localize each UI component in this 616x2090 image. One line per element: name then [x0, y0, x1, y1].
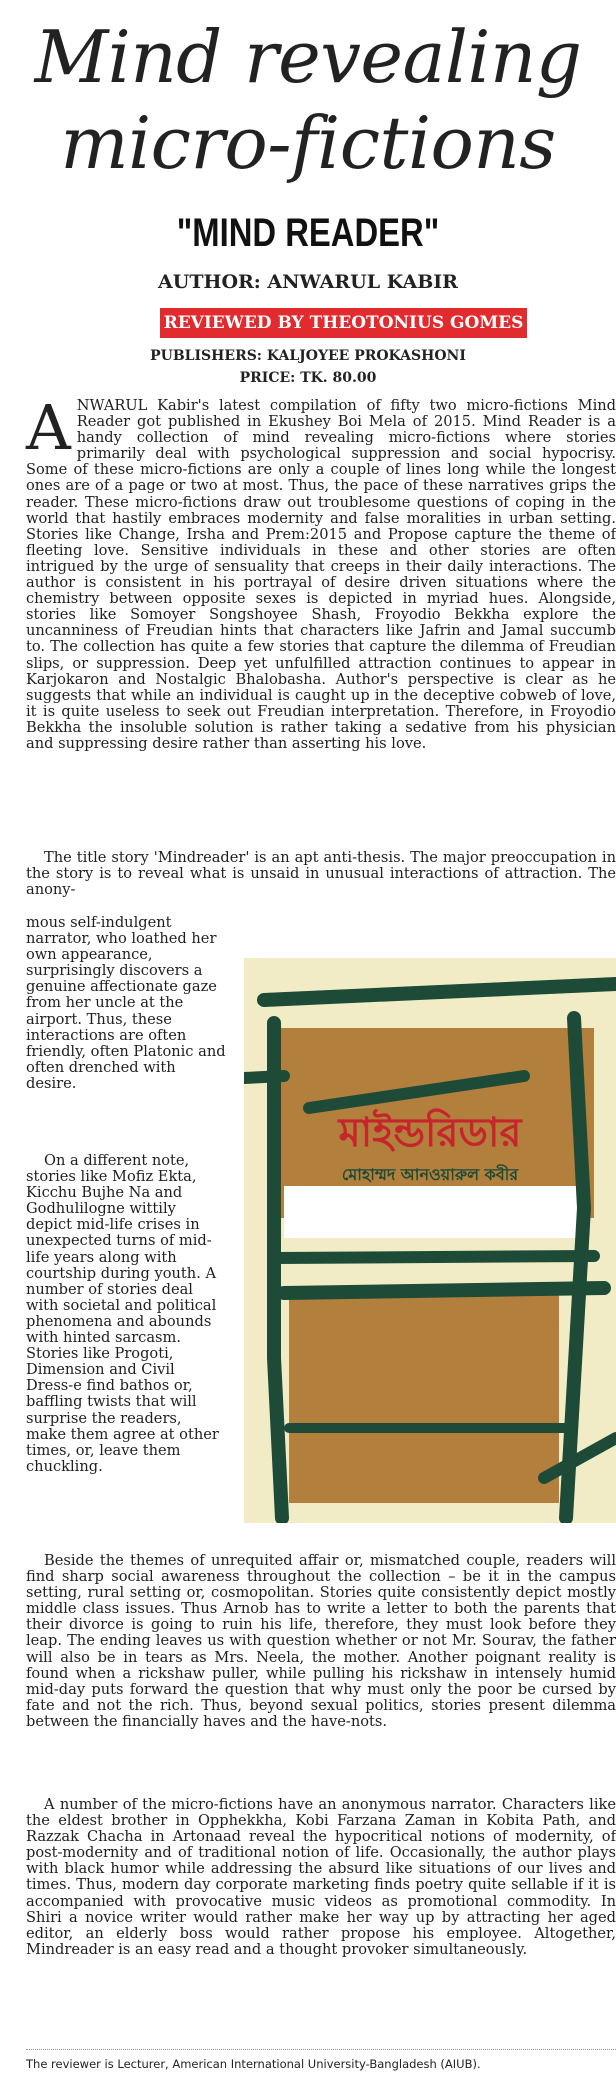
- paragraph-4-text: On a different note, stories like Mofiz Ekta, Kicchu Bujhe Na and Godhulilogne wittily depict mid-life crises in unexpected turns of mid-life years along with courtship during youth. A number of stories deal with societal and political phenomena and abounds with hinted sarcasm. Stories like Progoti, Dimension and Civil Dress-e find bathos or, baffling twists that will surprise the readers, make them agree at other times, or, leave them chuckling.: [26, 1152, 219, 1475]
- author-line: AUTHOR: ANWARUL KABIR: [158, 271, 458, 293]
- headline-line-1: Mind revealing: [34, 15, 582, 99]
- book-title: "MIND READER": [176, 211, 440, 255]
- book-cover-image: [244, 958, 616, 1523]
- paragraph-1-text: NWARUL Kabir's latest compilation of fifty two micro-fictions Mind Reader got published in Ekushey Boi Mela of 2015. Mind Reader is a handy collection of mind revealing micro-fictions where stories primarily deal with psychological suppression and social hypocrisy. Some of these micro-fictions are only a couple of lines long while the longest ones are of a page or two at most. Thus, the pace of these narratives grips the reader. These micro-fictions draw out troublesome questions of coping in the world that hastily embraces modernity and false moralities in urban setting. Stories like Change, Irsha and Prem:2015 and Propose capture the theme of fleeting love. Sensitive individuals in these and other stories are often intrigued by the urge of sensuality that creeps in their daily interactions. The author is consistent in his portrayal of desire driven situations where the chemistry between opposite sexes is depicted in myriad hues. Alongside, stories like Somoyer Songshoyee Shash, Froyodio Bekkha explore the uncanniness of Freudian hints that characters like Jafrin and Jamal succumb to. The collection has quite a few stories that capture the dilemma of Freudian slips, or suppression. Deep yet unfulfilled attraction continues to appear in Karjokaron and Nostalgic Bhalobasha. Author's perspective is clear as he suggests that while an individual is caught up in the deceptive cobweb of love, it is quite useless to seek out Freudian interpretation. Therefore, in Froyodio Bekkha the insoluble solution is rather taking a sedative from his physician and suppressing desire rather than asserting his love.: [26, 397, 616, 752]
- paragraph-5: [26, 1553, 616, 1730]
- article-headline: [0, 14, 616, 186]
- drop-cap: A: [26, 391, 71, 464]
- cover-brown-block-bottom: [289, 1288, 559, 1503]
- publishers-line: PUBLISHERS: KALJOYEE PROKASHONI: [150, 348, 466, 364]
- cover-author-bangla: মোহাম্মদ আনওয়ারুল কবীর: [341, 1165, 519, 1184]
- headline-line-2: micro-fictions: [60, 101, 556, 185]
- cover-title-bangla: মাইন্ডরিডার: [338, 1110, 522, 1156]
- cover-white-band: [284, 1186, 589, 1238]
- paragraph-6-text: A number of the micro-fictions have an anonymous narrator. Characters like the eldest brother in Opphekkha, Kobi Farzana Zaman in Kobita Path, and Razzak Chacha in Artonaad reveal the hypocritical notions of modernity, of post-modernity and of traditional notion of life. Occasionally, the author plays with black humor while addressing the absurd like situations of our lives and times. Thus, modern day corporate marketing finds poetry quite sellable if it is accompanied with provocative music videos as promotional commodity. In Shiri a novice writer would rather make her way up by attracting her aged editor, an elderly boss would rather propose his employee. Altogether, Mindreader is an easy read and a thought provoker simultaneously.: [26, 1796, 616, 1958]
- reviewer-footnote: The reviewer is Lecturer, American International University-Bangladesh (AIUB).: [26, 2057, 481, 2071]
- reviewer-badge: REVIEWED BY THEOTONIUS GOMES: [160, 308, 527, 338]
- paragraph-3-text: mous self-indulgent narrator, who loathed her own appearance, surprisingly discovers a genuine affectionate gaze from her uncle at the airport. Thus, these interactions are often friendly, often Platonic and often drenched with desire.: [26, 914, 226, 1092]
- paragraph-1: [26, 391, 616, 752]
- price-line: PRICE: TK. 80.00: [239, 370, 377, 386]
- paragraph-2: [26, 850, 616, 898]
- footnote-divider: [26, 2049, 616, 2050]
- paragraph-3: [26, 915, 226, 1092]
- paragraph-4: [26, 1153, 226, 1475]
- paragraph-2-text: The title story 'Mindreader' is an apt anti-thesis. The major preoccupation in the story is to reveal what is unsaid in unusual interactions of attraction. The anony-: [26, 849, 616, 899]
- paragraph-5-text: Beside the themes of unrequited affair or, mismatched couple, readers will find sharp social awareness throughout the collection – be it in the campus setting, rural setting or, cosmopolitan. Stories quite consistently depict mostly middle class issues. Thus Arnob has to write a letter to both the parents that their divorce is going to ruin his life, therefore, they must look before they leap. The ending leaves us with question whether or not Mr. Sourav, the father will also be in tears as Mrs. Neela, the mother. Another poignant reality is found when a rickshaw puller, while pulling his rickshaw in intensely humid mid-day puts forward the question that why must only the poor be cursed by fate and not the rich. Thus, beyond sexual politics, stories present dilemma between the financially haves and the have-nots.: [26, 1552, 616, 1730]
- cover-stroke-under-band: [276, 1256, 594, 1258]
- cover-stroke-left: [274, 1023, 282, 1518]
- cover-stroke-lower: [284, 1288, 604, 1293]
- book-cover-art: [244, 958, 616, 1523]
- paragraph-6: [26, 1797, 616, 1958]
